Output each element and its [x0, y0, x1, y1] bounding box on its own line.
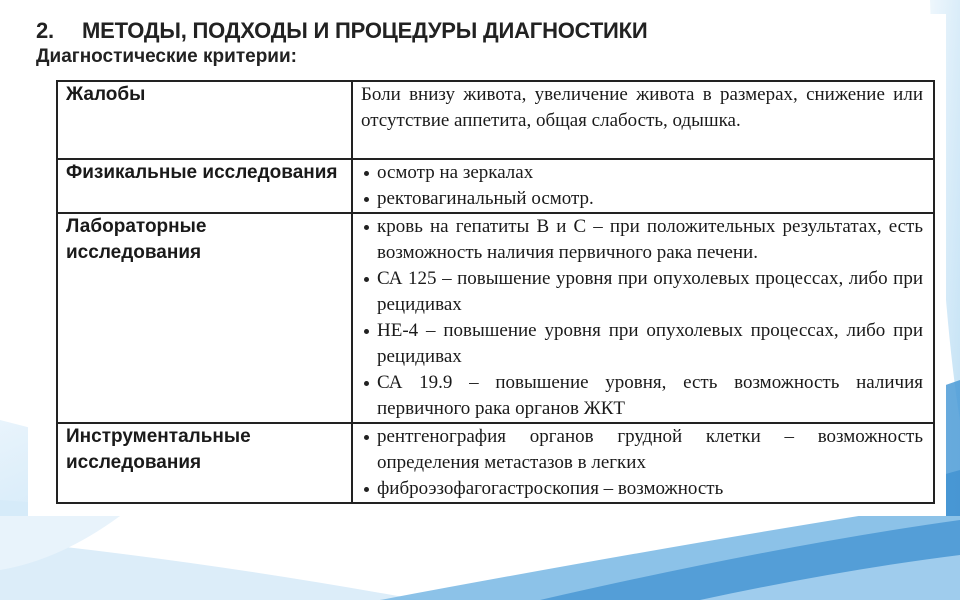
row-label: Лабораторные исследования	[57, 213, 352, 423]
row-label: Жалобы	[57, 81, 352, 159]
row-value	[352, 213, 934, 423]
row-value: Боли внизу живота, увеличение живота в размерах, снижение или отсутствие аппетита, общая слабость, одышка.	[352, 81, 934, 159]
list-item: рентгенография органов грудной клетки – возможность определения метастазов в легких	[361, 424, 923, 476]
table-row	[57, 213, 934, 423]
background-decoration-overlay	[0, 516, 960, 600]
row-label: Физикальные исследования	[57, 159, 352, 213]
list-item: ректовагинальный осмотр.	[361, 186, 923, 212]
list-item: СА 125 – повышение уровня при опухолевых процессах, либо при рецидивах	[361, 266, 923, 318]
list-item: осмотр на зеркалах	[361, 160, 923, 186]
table-row	[57, 81, 934, 159]
row-value	[352, 423, 934, 503]
list-item: фиброэзофагогастроскопия – возможность	[361, 476, 923, 502]
table-row	[57, 159, 934, 213]
list-item: НЕ-4 – повышение уровня при опухолевых процессах, либо при рецидивах	[361, 318, 923, 370]
table-row	[57, 423, 934, 503]
row-value	[352, 159, 934, 213]
list-item: кровь на гепатиты В и С – при положительных результатах, есть возможность наличия первичного рака печени.	[361, 214, 923, 266]
list-item: СА 19.9 – повышение уровня, есть возможность наличия первичного рака органов ЖКТ	[361, 370, 923, 422]
row-label: Инструментальные исследования	[57, 423, 352, 503]
section-heading	[36, 18, 648, 44]
section-title: МЕТОДЫ, ПОДХОДЫ И ПРОЦЕДУРЫ ДИАГНОСТИКИ	[82, 18, 648, 43]
criteria-table	[56, 80, 935, 504]
section-number: 2.	[36, 18, 54, 43]
criteria-subheading: Диагностические критерии:	[36, 46, 297, 67]
